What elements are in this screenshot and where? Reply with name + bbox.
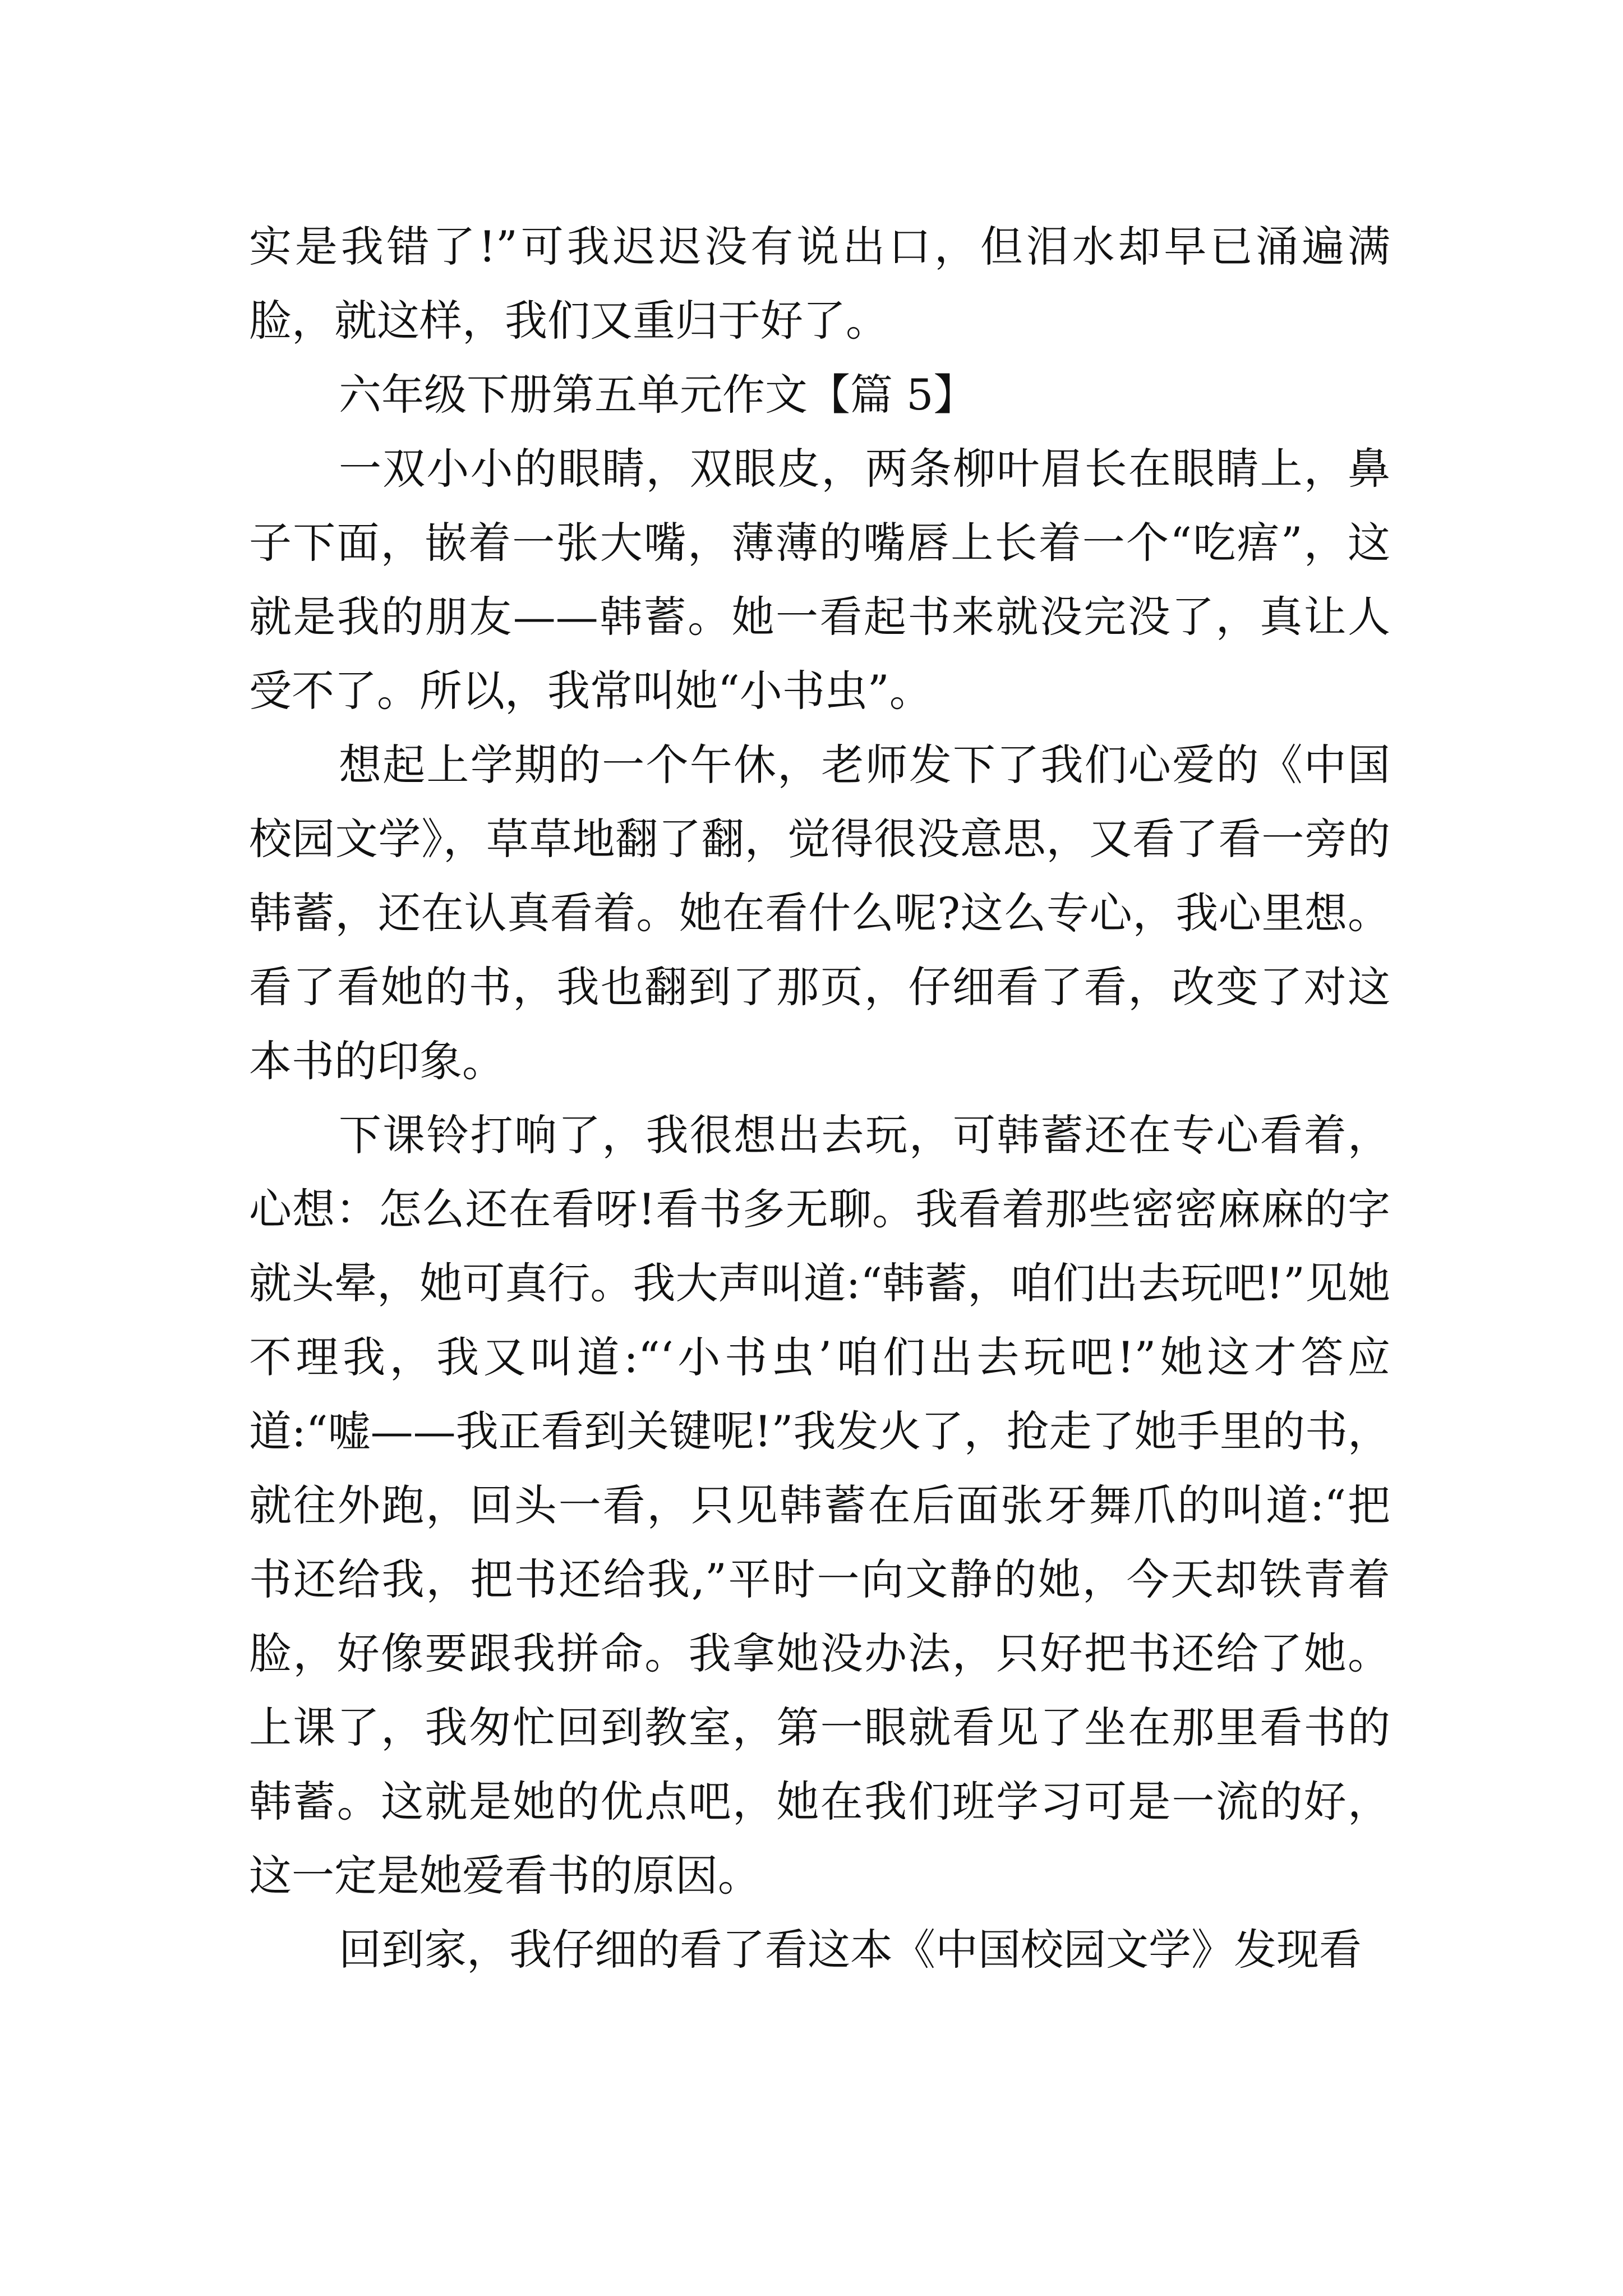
document-body	[249, 210, 1390, 1987]
paragraph-4: 回到家，我仔细的看了看这本《中国校园文学》发现看	[339, 1925, 1362, 1975]
paragraph-2: 想起上学期的一个午休，老师发下了我们心爱的《中国校园文学》，草草地翻了翻，觉得很没意思，又看了看一旁的韩蓄，还在认真看着。她在看什么呢?这么专心，我心里想。看了看她的书，我也翻到了那页，仔细看了看，改变了对这本书的印象。	[249, 740, 1390, 1086]
paragraph-carryover: 实是我错了!”可我迟迟没有说出口，但泪水却早已涌遍满脸，就这样，我们又重归于好了。	[249, 222, 1390, 346]
section-heading: 六年级下册第五单元作文【篇 5】	[339, 370, 976, 420]
paragraph-3: 下课铃打响了，我很想出去玩，可韩蓄还在专心看着，心想：怎么还在看呀!看书多无聊。我看着那些密密麻麻的字就头晕，她可真行。我大声叫道:“韩蓄，咱们出去玩吧!”见她不理我，我又叫道:“‘小书虫’咱们出去玩吧!”她这才答应道:“嘘——我正看到关键呢!”我发火了，抢走了她手里的书，就往外跑，回头一看，只见韩蓄在后面张牙舞爪的叫道:“把书还给我，把书还给我,”平时一向文静的她，今天却铁青着脸，好像要跟我拼命。我拿她没办法，只好把书还给了她。上课了，我匆忙回到教室，第一眼就看见了坐在那里看书的韩蓄。这就是她的优点吧，她在我们班学习可是一流的好，这一定是她爱看书的原因。	[249, 1110, 1390, 1901]
paragraph-1: 一双小小的眼睛，双眼皮，两条柳叶眉长在眼睛上，鼻子下面，嵌着一张大嘴，薄薄的嘴唇上长着一个“吃痦”，这就是我的朋友——韩蓄。她一看起书来就没完没了，真让人受不了。所以，我常叫她“小书虫”。	[249, 444, 1390, 716]
